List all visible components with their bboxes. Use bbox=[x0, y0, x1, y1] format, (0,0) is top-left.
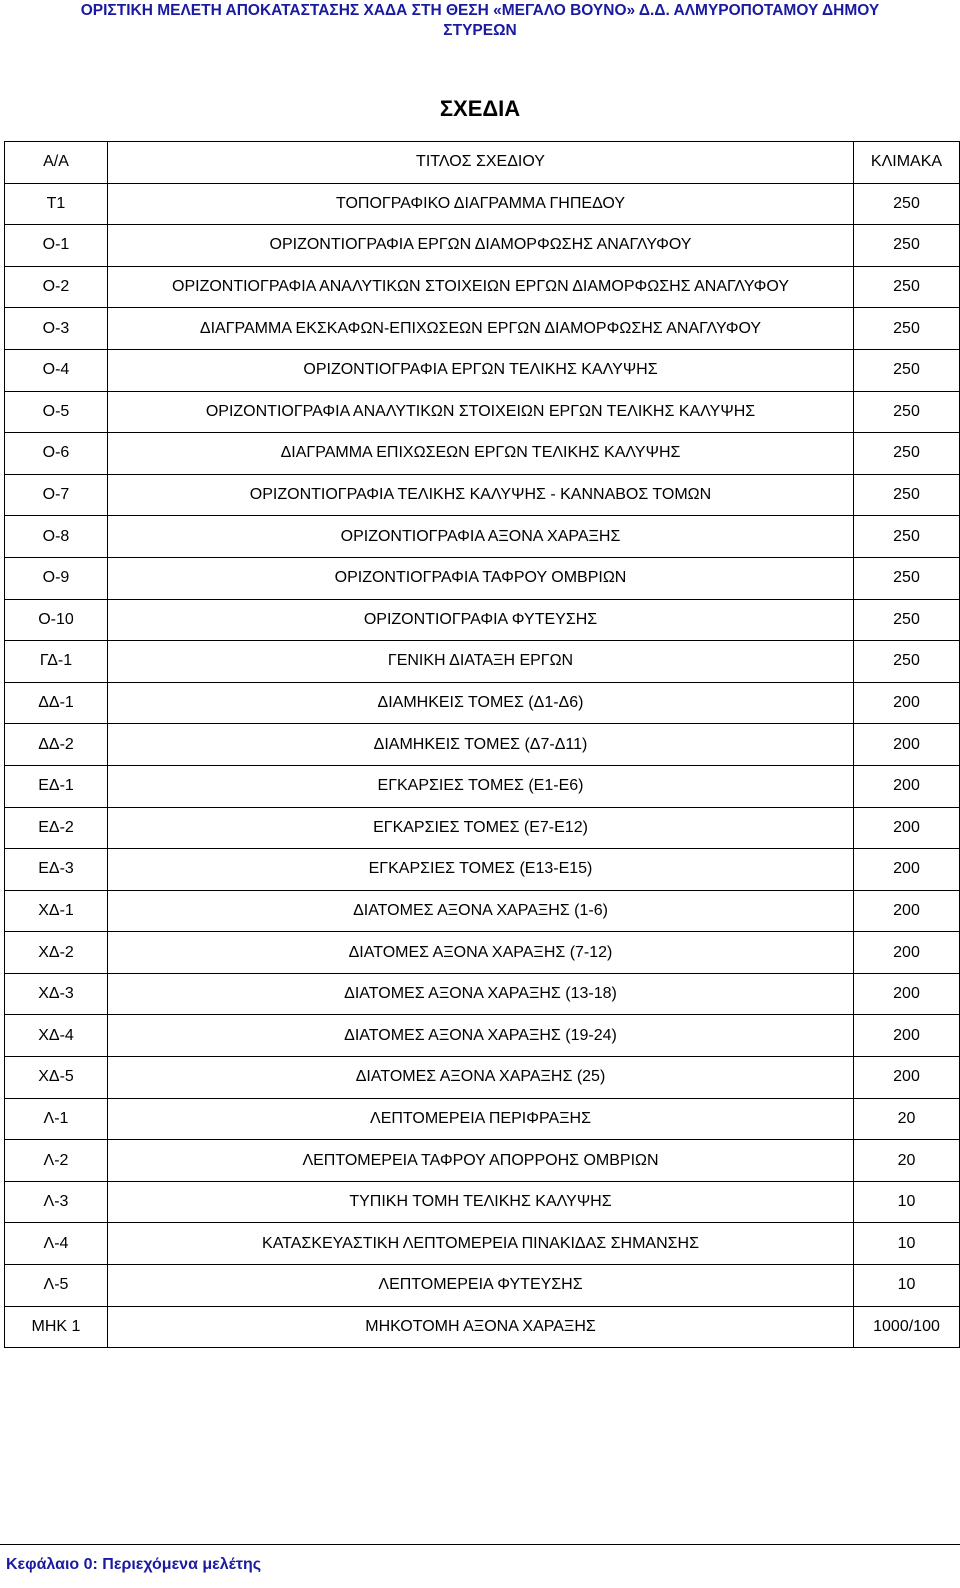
cell-scale: 200 bbox=[854, 1057, 960, 1099]
cell-code: Ο-3 bbox=[5, 308, 108, 350]
cell-title: ΟΡΙΖΟΝΤΙΟΓΡΑΦΙΑ ΕΡΓΩΝ ΔΙΑΜΟΡΦΩΣΗΣ ΑΝΑΓΛΥΦΟΥ bbox=[108, 225, 854, 267]
table-row bbox=[5, 391, 960, 433]
cell-scale: 250 bbox=[854, 433, 960, 475]
table-row bbox=[5, 516, 960, 558]
cell-scale: 250 bbox=[854, 641, 960, 683]
cell-scale: 250 bbox=[854, 391, 960, 433]
table-row bbox=[5, 183, 960, 225]
table-row bbox=[5, 682, 960, 724]
cell-title: ΟΡΙΖΟΝΤΙΟΓΡΑΦΙΑ ΕΡΓΩΝ ΤΕΛΙΚΗΣ ΚΑΛΥΨΗΣ bbox=[108, 349, 854, 391]
cell-code: Λ-3 bbox=[5, 1181, 108, 1223]
cell-scale: 200 bbox=[854, 682, 960, 724]
table-row bbox=[5, 266, 960, 308]
cell-code: ΧΔ-3 bbox=[5, 973, 108, 1015]
table-header-row bbox=[5, 142, 960, 184]
table-row bbox=[5, 1265, 960, 1307]
cell-title: ΛΕΠΤΟΜΕΡΕΙΑ ΠΕΡΙΦΡΑΞΗΣ bbox=[108, 1098, 854, 1140]
footer-divider bbox=[0, 1544, 960, 1545]
table-row bbox=[5, 225, 960, 267]
cell-title: ΚΑΤΑΣΚΕΥΑΣΤΙΚΗ ΛΕΠΤΟΜΕΡΕΙΑ ΠΙΝΑΚΙΔΑΣ ΣΗΜΑΝΣΗΣ bbox=[108, 1223, 854, 1265]
cell-title: ΔΙΑΤΟΜΕΣ ΑΞΟΝΑ ΧΑΡΑΞΗΣ (19-24) bbox=[108, 1015, 854, 1057]
table-row bbox=[5, 1140, 960, 1182]
table-row bbox=[5, 973, 960, 1015]
cell-code: ΕΔ-3 bbox=[5, 849, 108, 891]
cell-code: Λ-4 bbox=[5, 1223, 108, 1265]
cell-scale: 250 bbox=[854, 308, 960, 350]
cell-code: Ο-4 bbox=[5, 349, 108, 391]
cell-code: ΕΔ-2 bbox=[5, 807, 108, 849]
table-row bbox=[5, 1057, 960, 1099]
cell-scale: 200 bbox=[854, 807, 960, 849]
table-row bbox=[5, 1306, 960, 1348]
cell-code: Λ-5 bbox=[5, 1265, 108, 1307]
cell-title: ΟΡΙΖΟΝΤΙΟΓΡΑΦΙΑ ΑΞΟΝΑ ΧΑΡΑΞΗΣ bbox=[108, 516, 854, 558]
table-row bbox=[5, 724, 960, 766]
page-header bbox=[0, 0, 960, 44]
cell-title: ΔΙΑΤΟΜΕΣ ΑΞΟΝΑ ΧΑΡΑΞΗΣ (25) bbox=[108, 1057, 854, 1099]
table-row bbox=[5, 349, 960, 391]
cell-title: ΤΟΠΟΓΡΑΦΙΚΟ ΔΙΑΓΡΑΜΜΑ ΓΗΠΕΔΟΥ bbox=[108, 183, 854, 225]
cell-title: ΕΓΚΑΡΣΙΕΣ ΤΟΜΕΣ (Ε13-Ε15) bbox=[108, 849, 854, 891]
cell-scale: 1000/100 bbox=[854, 1306, 960, 1348]
cell-code: ΔΔ-2 bbox=[5, 724, 108, 766]
table-row bbox=[5, 557, 960, 599]
header-title: ΤΙΤΛΟΣ ΣΧΕΔΙΟΥ bbox=[108, 142, 854, 184]
table-row bbox=[5, 849, 960, 891]
table-row bbox=[5, 641, 960, 683]
cell-title: ΟΡΙΖΟΝΤΙΟΓΡΑΦΙΑ ΑΝΑΛΥΤΙΚΩΝ ΣΤΟΙΧΕΙΩΝ ΕΡΓΩΝ ΤΕΛΙΚΗΣ ΚΑΛΥΨΗΣ bbox=[108, 391, 854, 433]
cell-code: ΕΔ-1 bbox=[5, 765, 108, 807]
section-title: ΣΧΕΔΙΑ bbox=[439, 96, 521, 121]
cell-scale: 10 bbox=[854, 1223, 960, 1265]
cell-title: ΜΗΚΟΤΟΜΗ ΑΞΟΝΑ ΧΑΡΑΞΗΣ bbox=[108, 1306, 854, 1348]
cell-scale: 10 bbox=[854, 1181, 960, 1223]
cell-scale: 250 bbox=[854, 266, 960, 308]
page-footer: Κεφάλαιο 0: Περιεχόμενα μελέτης bbox=[6, 1556, 262, 1573]
table-row bbox=[5, 1015, 960, 1057]
cell-scale: 250 bbox=[854, 516, 960, 558]
cell-code: ΧΔ-2 bbox=[5, 932, 108, 974]
cell-scale: 250 bbox=[854, 474, 960, 516]
cell-scale: 250 bbox=[854, 557, 960, 599]
cell-title: ΔΙΑΜΗΚΕΙΣ ΤΟΜΕΣ (Δ7-Δ11) bbox=[108, 724, 854, 766]
drawings-table bbox=[4, 141, 960, 1348]
cell-scale: 200 bbox=[854, 890, 960, 932]
cell-title: ΔΙΑΜΗΚΕΙΣ ΤΟΜΕΣ (Δ1-Δ6) bbox=[108, 682, 854, 724]
cell-code: Ο-1 bbox=[5, 225, 108, 267]
cell-code: Λ-2 bbox=[5, 1140, 108, 1182]
cell-code: Ο-8 bbox=[5, 516, 108, 558]
cell-title: ΟΡΙΖΟΝΤΙΟΓΡΑΦΙΑ ΦΥΤΕΥΣΗΣ bbox=[108, 599, 854, 641]
cell-code: ΓΔ-1 bbox=[5, 641, 108, 683]
cell-code: Ο-5 bbox=[5, 391, 108, 433]
header-scale: ΚΛΙΜΑΚΑ bbox=[854, 142, 960, 184]
cell-title: ΤΥΠΙΚΗ ΤΟΜΗ ΤΕΛΙΚΗΣ ΚΑΛΥΨΗΣ bbox=[108, 1181, 854, 1223]
cell-code: ΧΔ-1 bbox=[5, 890, 108, 932]
cell-title: ΛΕΠΤΟΜΕΡΕΙΑ ΦΥΤΕΥΣΗΣ bbox=[108, 1265, 854, 1307]
table-row bbox=[5, 599, 960, 641]
cell-code: Ο-7 bbox=[5, 474, 108, 516]
cell-title: ΟΡΙΖΟΝΤΙΟΓΡΑΦΙΑ ΑΝΑΛΥΤΙΚΩΝ ΣΤΟΙΧΕΙΩΝ ΕΡΓΩΝ ΔΙΑΜΟΡΦΩΣΗΣ ΑΝΑΓΛΥΦΟΥ bbox=[108, 266, 854, 308]
cell-code: Ο-2 bbox=[5, 266, 108, 308]
table-row bbox=[5, 1181, 960, 1223]
cell-code: ΧΔ-4 bbox=[5, 1015, 108, 1057]
header-line-2: ΣΤΥΡΕΩΝ bbox=[443, 22, 517, 39]
cell-title: ΔΙΑΤΟΜΕΣ ΑΞΟΝΑ ΧΑΡΑΞΗΣ (1-6) bbox=[108, 890, 854, 932]
cell-scale: 200 bbox=[854, 849, 960, 891]
cell-title: ΓΕΝΙΚΗ ΔΙΑΤΑΞΗ ΕΡΓΩΝ bbox=[108, 641, 854, 683]
cell-scale: 250 bbox=[854, 183, 960, 225]
cell-title: ΕΓΚΑΡΣΙΕΣ ΤΟΜΕΣ (Ε7-Ε12) bbox=[108, 807, 854, 849]
cell-scale: 200 bbox=[854, 1015, 960, 1057]
cell-title: ΕΓΚΑΡΣΙΕΣ ΤΟΜΕΣ (Ε1-Ε6) bbox=[108, 765, 854, 807]
table-row bbox=[5, 433, 960, 475]
cell-scale: 10 bbox=[854, 1265, 960, 1307]
cell-code: Τ1 bbox=[5, 183, 108, 225]
cell-scale: 250 bbox=[854, 349, 960, 391]
header-code: Α/Α bbox=[5, 142, 108, 184]
cell-title: ΔΙΑΓΡΑΜΜΑ ΕΠΙΧΩΣΕΩΝ ΕΡΓΩΝ ΤΕΛΙΚΗΣ ΚΑΛΥΨΗΣ bbox=[108, 433, 854, 475]
cell-title: ΛΕΠΤΟΜΕΡΕΙΑ ΤΑΦΡΟΥ ΑΠΟΡΡΟΗΣ ΟΜΒΡΙΩΝ bbox=[108, 1140, 854, 1182]
cell-title: ΔΙΑΤΟΜΕΣ ΑΞΟΝΑ ΧΑΡΑΞΗΣ (13-18) bbox=[108, 973, 854, 1015]
table-row bbox=[5, 1098, 960, 1140]
table-row bbox=[5, 474, 960, 516]
cell-code: Λ-1 bbox=[5, 1098, 108, 1140]
table-row bbox=[5, 1223, 960, 1265]
cell-code: ΜΗΚ 1 bbox=[5, 1306, 108, 1348]
cell-code: Ο-6 bbox=[5, 433, 108, 475]
cell-code: Ο-9 bbox=[5, 557, 108, 599]
table-row bbox=[5, 807, 960, 849]
cell-scale: 250 bbox=[854, 225, 960, 267]
cell-code: Ο-10 bbox=[5, 599, 108, 641]
cell-scale: 200 bbox=[854, 973, 960, 1015]
table-row bbox=[5, 932, 960, 974]
cell-title: ΔΙΑΤΟΜΕΣ ΑΞΟΝΑ ΧΑΡΑΞΗΣ (7-12) bbox=[108, 932, 854, 974]
table-row bbox=[5, 890, 960, 932]
cell-code: ΧΔ-5 bbox=[5, 1057, 108, 1099]
cell-scale: 200 bbox=[854, 932, 960, 974]
cell-title: ΔΙΑΓΡΑΜΜΑ ΕΚΣΚΑΦΩΝ-ΕΠΙΧΩΣΕΩΝ ΕΡΓΩΝ ΔΙΑΜΟΡΦΩΣΗΣ ΑΝΑΓΛΥΦΟΥ bbox=[108, 308, 854, 350]
cell-scale: 200 bbox=[854, 765, 960, 807]
cell-code: ΔΔ-1 bbox=[5, 682, 108, 724]
cell-title: ΟΡΙΖΟΝΤΙΟΓΡΑΦΙΑ ΤΕΛΙΚΗΣ ΚΑΛΥΨΗΣ - ΚΑΝΝΑΒΟΣ ΤΟΜΩΝ bbox=[108, 474, 854, 516]
cell-scale: 250 bbox=[854, 599, 960, 641]
table-row bbox=[5, 765, 960, 807]
cell-scale: 20 bbox=[854, 1098, 960, 1140]
cell-scale: 20 bbox=[854, 1140, 960, 1182]
cell-scale: 200 bbox=[854, 724, 960, 766]
cell-title: ΟΡΙΖΟΝΤΙΟΓΡΑΦΙΑ ΤΑΦΡΟΥ ΟΜΒΡΙΩΝ bbox=[108, 557, 854, 599]
header-line-1: ΟΡΙΣΤΙΚΗ ΜΕΛΕΤΗ ΑΠΟΚΑΤΑΣΤΑΣΗΣ ΧΑΔΑ ΣΤΗ ΘΕΣΗ «ΜΕΓΑΛΟ ΒΟΥΝΟ» Δ.Δ. ΑΛΜΥΡΟΠΟΤΑΜΟΥ ΔΗΜΟΥ bbox=[80, 2, 880, 19]
table-row bbox=[5, 308, 960, 350]
